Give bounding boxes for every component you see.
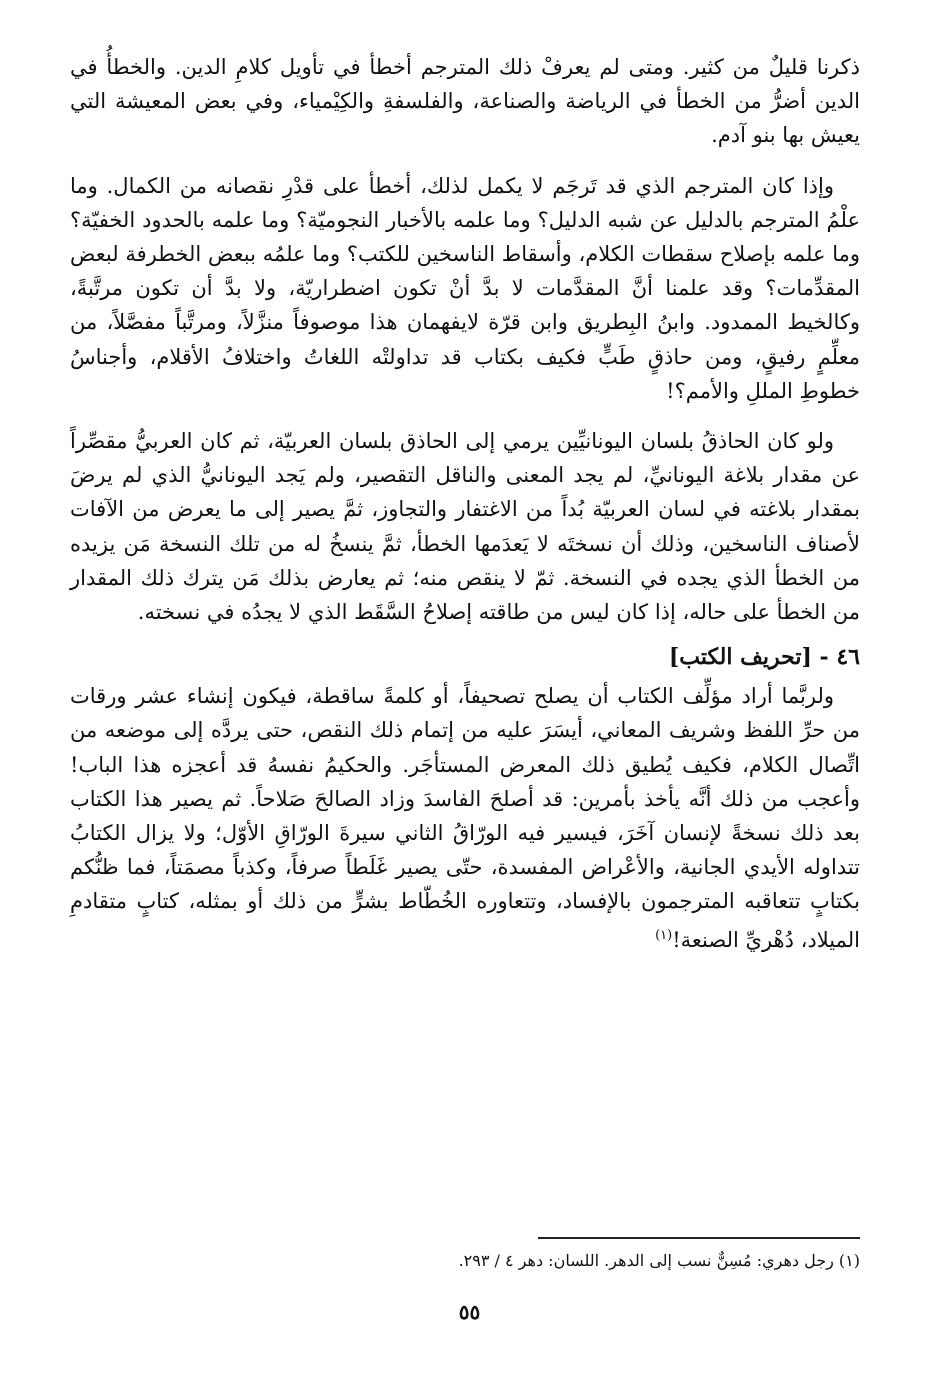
paragraph-1: ذكرنا قليلٌ من كثير. ومتى لم يعرفْ ذلك المترجم أخطأ في تأويل كلامِ الدين. والخطأُ في الدين أضرُّ من الخطأ في الرياضة والصناعة، والفلسفةِ والكِيْمياء، وفي بعض المعيشة التي يعيش بها بنو آدم. — [70, 55, 860, 148]
paragraph-2: وإذا كان المترجم الذي قد تَرجَم لا يكمل لذلك، أخطأ على قدْرِ نقصانه من الكمال. وما علْمُ المترجم بالدليل عن شبه الدليل؟ وما علمه بالأخبار النجوميّة؟ وما علمه بالحدود الخفيّة؟ وما علمه بإصلاح سقطات الكلام، وأسقاط الناسخين للكتب؟ وما علمُه ببعض الخطرفة لبعض المقدِّمات؟ وقد علمنا أنَّ المقدَّمات لا بدَّ أنْ تكون اضطراريّة، ولا بدَّ أن تكون مرتَّبةً، وكالخيط الممدود. وابنُ البِطريق وابن قرّة لايفهمان هذا موصوفاً منزَّلاً، ومرتَّباً مفصَّلاً، من معلِّمٍ رفيقٍ، ومن حاذقٍ طَبٍّ فكيف بكتاب قد تداولتْه اللغاتُ واختلافُ الأقلام، وأجناسُ خطوطِ المللِ والأمم؟! — [70, 173, 860, 403]
paragraph-4 — [70, 679, 860, 957]
paragraph-gap — [70, 408, 860, 424]
footnote-marker: (١) — [655, 927, 673, 943]
paragraph-4-text: ولربَّما أراد مؤلِّف الكتاب أن يصلح تصحيفاً، أو كلمةً ساقطة، فيكون إنشاء عشر ورقات من حرِّ اللفظ وشريف المعاني، أيسَرَ عليه من إتمام ذلك النقص، حتى يردَّه إلى موضعه من اتِّصال الكلام، فكيف يُطيق ذلك المعرض المستأجَر. والحكيمُ نفسهُ قد أعجزه هذا الباب! وأعجب من ذلك أنَّه يأخذ بأمرين: قد أصلحَ الفاسدَ وزاد الصالحَ صَلاحاً. ثم يصير هذا الكتاب بعد ذلك نسخةً لإنسان آخَرَ، فيسير فيه الورّاقُ الثاني سيرةَ الورّاقِ الأوّل؛ ولا يزال الكتابُ تتداوله الأيدي الجانية، والأعْراض المفسدة، حتّى يصير غَلَطاً صرفاً، وكذباً مصمَتاً، فما ظنُّكم بكتابٍ تتعاقبه المترجمون بالإفساد، وتتعاوره الخُطّاط بشرٍّ من ذلك أو بمثله، كتابٍ متقادمِ الميلاد، دُهْريِّ الصنعة! — [70, 684, 860, 952]
page-number: ٥٥ — [458, 1300, 481, 1324]
paragraph-gap — [70, 153, 860, 169]
page-body — [70, 50, 860, 957]
footnote: (١) رجل دهري: مُسِنٌّ نسب إلى الدهر. اللسان: دهر ٤ / ٢٩٣. — [458, 1251, 860, 1270]
footnote-divider — [538, 1237, 860, 1239]
section-heading: ٤٦ - [تحريف الكتب] — [668, 644, 860, 671]
paragraph-3: ولو كان الحاذقُ بلسان اليونانيِّين يرمي إلى الحاذق بلسان العربيّة، ثم كان العربيُّ مقصِّراً عن مقدار بلاغة اليونانيِّ، لم يجد المعنى والناقل التقصير، ولم يَجد اليونانيُّ الذي لم يرضَ بمقدار بلاغته في لسان العربيّة بُداً من الاغتفار والتجاوز، ثمَّ يصير إلى ما يعرض من الآفات لأصناف الناسخين، وذلك أن نسختَه لا يَعدَمها الخطأ، ثمَّ ينسخُ له من تلك النسخة مَن يزيده من الخطأ الذي يجده في النسخة. ثمّ لا ينقص منه؛ ثم يعارض بذلك مَن يترك ذلك المقدار من الخطأ على حاله، إذا كان ليس من طاقته إصلاحُ السَّقَط الذي لا يجدُه في نسخته. — [70, 429, 860, 625]
